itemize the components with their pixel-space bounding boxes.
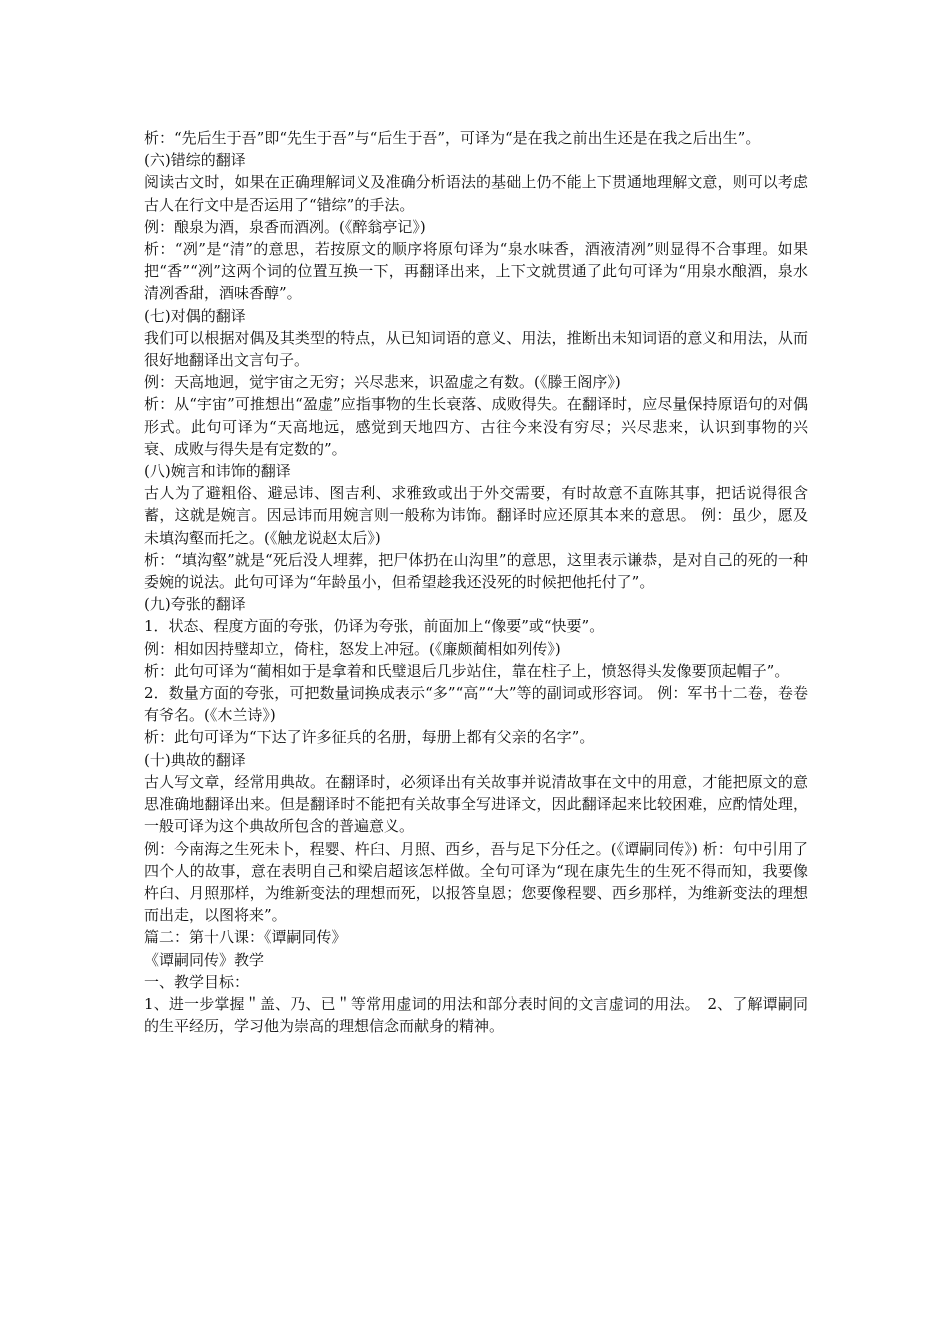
paragraph-7-example: 例：天高地迥，觉宇宙之无穷；兴尽悲来，识盈虚之有数。(《滕王阁序》) <box>144 373 621 392</box>
section-heading-7: (七)对偶的翻译 <box>144 306 246 325</box>
paragraph-6-intro: 阅读古文时，如果在正确理解词义及准确分析语法的基础上仍不能上下贯通地理解文意，则可以考虑古人在行文中是否运用了“错综”的手法。 <box>144 173 808 214</box>
paragraph-7-intro: 我们可以根据对偶及其类型的特点，从已知词语的意义、用法，推断出未知词语的意义和用法，从而很好地翻译出文言句子。 <box>144 328 808 370</box>
paragraph-analysis-1: 析：“先后生于吾”即“先生于吾”与“后生于吾”，可译为“是在我之前出生还是在我之后出生”。 <box>144 129 761 147</box>
paragraph-9-analysis-1: 析：此句可译为“蔺相如于是拿着和氏璧退后几步站住，靠在柱子上，愤怒得头发像要顶起帽子”。 <box>144 661 790 680</box>
paragraph-6-example: 例：酿泉为酒，泉香而酒冽。(《醉翁亭记》) <box>144 217 426 236</box>
section-heading-10: (十)典故的翻译 <box>144 750 246 769</box>
paragraph-10-example: 例：今南海之生死未卜，程婴、杵臼、月照、西乡，吾与足下分任之。(《谭嗣同传》) 析：句中引用了四个人的故事，意在表明自己和梁启超该怎样做。全句可译为“现在康先生的生死不得而知，我要像杵臼、月照那样，为维新变法的理想而死，以报答皇恩；您要像程婴、西乡那样，为维新变法的理想而出走，以图将来”。 <box>144 839 808 925</box>
paragraph-7-analysis: 析：从“宇宙”可推想出“盈虚”应指事物的生长衰落、成败得失。在翻译时，应尽量保持原语句的对偶形式。此句可译为“天高地远，感觉到天地四方、古往今来没有穷尽；兴尽悲来，认识到事物的兴衰、成败与得失是有定数的”。 <box>144 395 808 458</box>
paragraph-10-intro: 古人写文章，经常用典故。在翻译时，必须译出有关故事并说清故事在文中的用意，才能把原文的意思准确地翻译出来。但是翻译时不能把有关故事全写进译文，因此翻译起来比较困难，应酌情处理，一般可译为这个典故所包含的普遍意义。 <box>144 772 808 836</box>
document-page <box>144 127 808 1037</box>
paragraph-9-analysis-2: 析：此句可译为“下达了许多征兵的名册，每册上都有父亲的名字”。 <box>144 728 595 747</box>
part-two-heading: 篇二：第十八课：《谭嗣同传》 <box>144 928 347 947</box>
paragraph-9-point-1: 1．状态、程度方面的夸张，仍译为夸张，前面加上“像要”或“快要”。 <box>144 617 605 636</box>
paragraph-8-analysis: 析：“填沟壑”就是“死后没人埋葬，把尸体扔在山沟里”的意思，这里表示谦恭，是对自己的死的一种委婉的说法。此句可译为“年龄虽小，但希望趁我还没死的时候把他托付了”。 <box>144 550 808 592</box>
section-heading-9: (九)夸张的翻译 <box>144 595 246 614</box>
paragraph-8-intro: 古人为了避粗俗、避忌讳、图吉利、求雅致或出于外交需要，有时故意不直陈其事，把话说得很含蓄，这就是婉言。因忌讳而用婉言则一般称为讳饰。翻译时应还原其本来的意思。 例：虽少，愿及未填沟壑而托之。(《触龙说赵太后》) <box>144 484 808 547</box>
teaching-goals-list: 1、进一步掌握＂盖、乃、已＂等常用虚词的用法和部分表时间的文言虚词的用法。 2、了解谭嗣同的生平经历，学习他为崇高的理想信念而献身的精神。 <box>144 994 808 1036</box>
paragraph-6-analysis: 析：“冽”是“清”的意思，若按原文的顺序将原句译为“泉水味香，酒液清冽”则显得不合事理。如果把“香”“冽”这两个词的位置互换一下，再翻译出来，上下文就贯通了此句可译为“用泉水酿酒，泉水清冽香甜，酒味香醇”。 <box>144 240 808 303</box>
section-heading-6: (六)错综的翻译 <box>144 151 246 170</box>
paragraph-9-example-1: 例：相如因持璧却立，倚柱，怒发上冲冠。(《廉颇蔺相如列传》) <box>144 639 561 658</box>
paragraph-9-point-2: 2．数量方面的夸张，可把数量词换成表示“多”“高”“大”等的副词或形容词。 例：军书十二卷，卷卷有爷名。(《木兰诗》) <box>144 684 808 725</box>
section-heading-8: (八)婉言和讳饰的翻译 <box>144 462 291 481</box>
teaching-goals-heading: 一、教学目标： <box>144 972 250 991</box>
lesson-title: 《谭嗣同传》教学 <box>144 950 265 969</box>
